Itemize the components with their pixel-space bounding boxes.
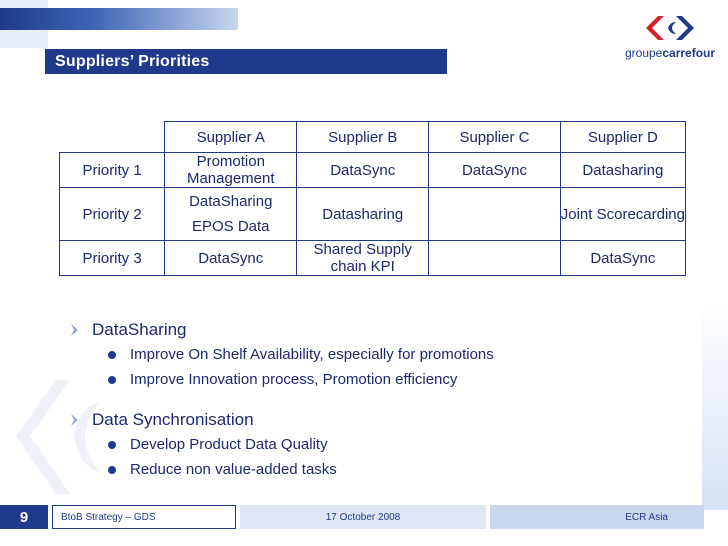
bullet-dot-icon [108,376,116,384]
slide-footer [0,505,728,529]
table-cell: DataSync [297,153,429,188]
bullet-heading [70,318,670,342]
supplier-priorities-table [59,121,686,276]
logo-text [618,46,722,60]
table-row [60,188,686,241]
list-item-text: Reduce non value-added tasks [130,461,337,478]
table-cell [429,241,561,276]
list-item [70,457,670,482]
bullet-dot-icon [108,466,116,474]
carrefour-logo-icon [618,12,722,48]
list-item-text: Improve On Shelf Availability, especially for promotions [130,346,494,363]
table-cell: DataSync [165,241,297,276]
table-cell: Promotion Management [165,153,297,188]
table-cell: Datasharing [560,153,685,188]
list-item-text: Develop Product Data Quality [130,436,328,453]
table-row [60,241,686,276]
table-cell: Shared Supply chain KPI [297,241,429,276]
table-cell: DataSync [429,153,561,188]
table-row [60,153,686,188]
cell-line: EPOS Data [191,218,270,235]
bullet-heading-text: Data Synchronisation [92,410,254,429]
bullet-heading [70,408,670,432]
chevron-right-icon [70,323,80,337]
header-supplier-d: Supplier D [560,122,685,153]
logo-prefix: groupe [624,46,663,60]
header-supplier-b: Supplier B [297,122,429,153]
table-corner-cell [60,122,165,153]
chevron-right-icon [70,413,80,427]
logo-brand: carrefour [662,46,716,60]
row-label: Priority 1 [60,153,165,188]
list-item-text: Improve Innovation process, Promotion efficiency [130,371,458,388]
page-number: 9 [0,505,48,529]
header-supplier-a: Supplier A [165,122,297,153]
header-gradient-bar [0,8,238,30]
header-supplier-c: Supplier C [429,122,561,153]
cell-line: DataSharing [189,193,273,210]
title-bar [45,49,447,74]
table-cell [429,188,561,241]
list-item [70,342,670,367]
table-cell: Joint Scorecarding [560,188,685,241]
table-header-row [60,122,686,153]
bullet-dot-icon [108,441,116,449]
right-edge-decoration [702,300,728,510]
list-item [70,432,670,457]
table-cell: DataSync [560,241,685,276]
bullet-dot-icon [108,351,116,359]
carrefour-logo [618,12,722,72]
footer-right-text: ECR Asia [490,505,704,529]
table-cell: Datasharing [297,188,429,241]
row-label: Priority 3 [60,241,165,276]
table-cell [165,188,297,241]
bullet-list [70,318,670,482]
list-item [70,367,670,392]
row-label: Priority 2 [60,188,165,241]
footer-date: 17 October 2008 [240,505,486,529]
bullet-heading-text: DataSharing [92,320,187,339]
footer-left-text: BtoB Strategy – GDS [52,505,236,529]
slide-title: Suppliers’ Priorities [55,52,210,70]
